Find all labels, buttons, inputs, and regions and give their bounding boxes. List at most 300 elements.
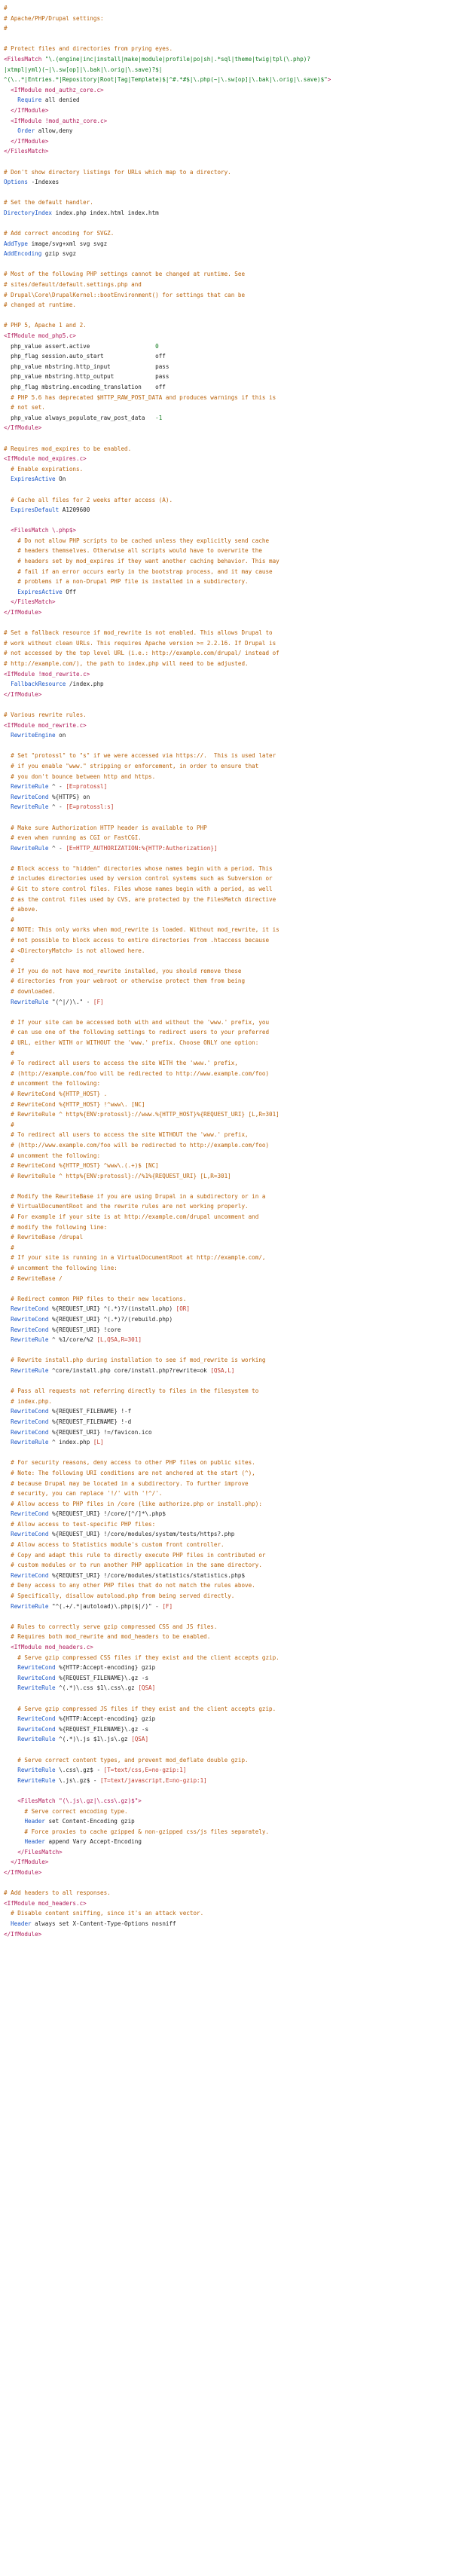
- code-token-text: [4, 127, 17, 134]
- code-line: [4, 1355, 448, 1366]
- code-line: [4, 884, 448, 895]
- code-line: [4, 136, 448, 147]
- code-token-flag: [E=protossl:s]: [66, 803, 115, 811]
- code-line: [4, 1888, 448, 1898]
- code-token-comment: # If you do not have mod_rewrite installed, you should remove these: [4, 967, 242, 974]
- code-line: [4, 1673, 448, 1684]
- code-token-text: [4, 1305, 11, 1312]
- code-token-section-tag: <IfModule mod_expires.c>: [4, 455, 87, 463]
- code-token-text: gzip svgz: [41, 250, 77, 258]
- code-line: [4, 1161, 448, 1171]
- code-token-comment: # RewriteCond %{HTTP_HOST} !^www\. [NC]: [4, 1100, 145, 1108]
- code-token-comment: # headers themselves. Otherwise all scripts would have to overwrite the: [4, 547, 262, 555]
- code-line: [4, 1683, 448, 1693]
- code-line: [4, 1069, 448, 1079]
- code-token-comment: # VirtualDocumentRoot and the rewrite rules are not working properly.: [4, 1203, 249, 1210]
- code-token-comment: # Various rewrite rules.: [4, 711, 87, 718]
- code-token-text: [4, 1664, 17, 1671]
- code-token-directive: ExpiresActive: [17, 588, 63, 595]
- code-line: [4, 1007, 448, 1017]
- code-token-text: [4, 1736, 17, 1742]
- code-line: [4, 741, 448, 751]
- code-token-comment: # URL, either WITH or WITHOUT the 'www.' prefix. Choose ONLY one option:: [4, 1039, 259, 1046]
- code-token-directive: RewriteCond: [11, 1531, 49, 1538]
- code-token-comment: # Force proxies to cache gzipped & non-gzipped css/js files separately.: [4, 1828, 270, 1835]
- code-token-comment: # Most of the following PHP settings cannot be changed at runtime. See: [4, 271, 246, 278]
- code-line: [4, 1181, 448, 1192]
- code-line: [4, 54, 448, 65]
- code-line: [4, 1704, 448, 1715]
- code-line: [4, 116, 448, 127]
- code-line: [4, 567, 448, 577]
- code-token-directive: RewriteRule: [11, 803, 49, 811]
- code-line: [4, 730, 448, 741]
- code-token-section-tag: >: [327, 76, 331, 84]
- code-token-text: [4, 1838, 24, 1845]
- code-line: [4, 1663, 448, 1673]
- code-token-comment: # custom modules or to run another PHP application in the same directory.: [4, 1562, 262, 1569]
- code-token-comment: # modify the following line:: [4, 1223, 108, 1231]
- code-token-comment: # Set the default handler.: [4, 199, 93, 207]
- code-token-directive: RewriteRule: [11, 1439, 49, 1446]
- code-line: [4, 1376, 448, 1387]
- code-token-section-tag: </IfModule>: [4, 1869, 42, 1877]
- code-line: [4, 249, 448, 259]
- code-line: [4, 873, 448, 884]
- code-token-text: [4, 1367, 11, 1374]
- code-token-comment: # changed at runtime.: [4, 301, 77, 309]
- code-line: [4, 1253, 448, 1263]
- code-token-comment: # To redirect all users to access the site WITH the 'www.' prefix,: [4, 1060, 238, 1067]
- code-line: [4, 259, 448, 270]
- code-line: [4, 311, 448, 321]
- code-token-comment: # Requires mod_expires to be enabled.: [4, 445, 132, 452]
- code-token-text: [4, 1326, 11, 1333]
- code-line: [4, 106, 448, 116]
- code-token-text: [4, 1920, 11, 1927]
- code-line: [4, 1632, 448, 1642]
- code-token-text: [4, 96, 17, 103]
- code-line: [4, 1274, 448, 1284]
- code-token-string: ^(\..*|Entries.*|Repository|Root|Tag|Template)$|^#.*#$|\.php(~|\.sw[op]|\.bak|\.orig|\.save)$": [4, 76, 328, 84]
- code-token-comment: # security, you can replace '!/' with '!^/'.: [4, 1490, 163, 1498]
- code-token-text: append Vary Accept-Encoding: [44, 1838, 142, 1846]
- code-token-directive: RewriteCond: [17, 1715, 56, 1723]
- code-token-section-tag: <IfModule mod_rewrite.c>: [4, 721, 87, 729]
- code-line: [4, 1048, 448, 1059]
- code-token-text: [4, 87, 11, 93]
- code-line: [4, 280, 448, 290]
- code-token-text: ^ %1/core/%2: [48, 1336, 97, 1344]
- code-token-comment: # Allow access to Statistics module's custom front controller.: [4, 1541, 224, 1549]
- code-line: [4, 1151, 448, 1161]
- code-line: [4, 402, 448, 413]
- code-token-text: php_value assert.active: [4, 342, 156, 350]
- code-line: [4, 772, 448, 782]
- code-token-text: php_flag mbstring.encoding_translation off: [4, 383, 166, 390]
- code-line: [4, 1417, 448, 1427]
- code-line: [4, 1130, 448, 1140]
- code-token-comment: # RewriteBase /: [4, 1274, 63, 1282]
- code-line: [4, 1540, 448, 1550]
- code-token-comment: # Requires both mod_rewrite and mod_headers to be enabled.: [4, 1633, 211, 1641]
- code-line: [4, 946, 448, 956]
- code-token-directive: FallbackResource: [11, 681, 66, 688]
- code-token-directive: RewriteCond: [17, 1664, 56, 1672]
- code-token-flag: [QSA,L]: [210, 1366, 235, 1374]
- code-line: [4, 1427, 448, 1438]
- code-token-text: On: [55, 476, 66, 483]
- code-line: [4, 146, 448, 157]
- code-line: [4, 1335, 448, 1345]
- code-token-section-tag: <IfModule mod_authz_core.c>: [11, 86, 104, 93]
- code-line: [4, 1171, 448, 1182]
- code-line: [4, 239, 448, 249]
- code-line: [4, 505, 448, 516]
- code-token-directive: RewriteCond: [11, 1510, 49, 1518]
- code-line: [4, 1591, 448, 1602]
- code-token-text: [4, 476, 11, 482]
- code-line: [4, 966, 448, 977]
- code-token-section-tag: </IfModule>: [4, 424, 42, 432]
- code-token-comment: # Redirect common PHP files to their new locations.: [4, 1295, 187, 1302]
- code-token-text: %{HTTP:Accept-encoding} gzip: [55, 1715, 156, 1723]
- code-token-comment: # RewriteCond %{HTTP_HOST} .: [4, 1090, 108, 1097]
- code-token-section-tag: <IfModule mod_headers.c>: [4, 1899, 87, 1907]
- code-line: [4, 659, 448, 669]
- code-token-comment: #: [4, 5, 8, 11]
- code-line: [4, 75, 448, 85]
- code-token-text: [4, 598, 11, 605]
- code-token-comment: # RewriteRule ^ http%{ENV:protossl}://www.%{HTTP_HOST}%{REQUEST_URI} [L,R=301]: [4, 1111, 279, 1118]
- code-line: [4, 44, 448, 54]
- code-token-section-tag: </IfModule>: [11, 1859, 49, 1866]
- code-token-comment: # Add headers to all responses.: [4, 1889, 111, 1897]
- code-line: [4, 1560, 448, 1571]
- code-line: [4, 690, 448, 700]
- code-line: [4, 300, 448, 311]
- code-token-text: [4, 1531, 11, 1537]
- code-token-comment: # not accessed by the top level URL (i.e.: http://example.com/drupal/ instead of: [4, 650, 279, 657]
- code-line: [4, 1714, 448, 1724]
- code-token-section-tag: </FilesMatch>: [11, 598, 56, 606]
- code-token-text: ^ -: [48, 844, 66, 852]
- code-token-text: [4, 138, 11, 145]
- code-token-text: ^ index.php: [48, 1439, 93, 1446]
- code-line: [4, 1397, 448, 1407]
- code-token-text: [4, 681, 11, 687]
- code-token-text: %{REQUEST_URI} !/core/modules/system/tests/https?.php: [48, 1531, 235, 1538]
- code-token-text: on: [55, 732, 66, 739]
- code-token-directive: ExpiresActive: [11, 476, 56, 483]
- code-token-section-tag: <FilesMatch \.php$>: [11, 527, 77, 534]
- code-token-comment: #: [4, 1244, 14, 1251]
- code-token-text: [4, 1684, 17, 1691]
- code-line: [4, 188, 448, 198]
- code-line: [4, 167, 448, 178]
- code-line: [4, 976, 448, 987]
- code-line: [4, 915, 448, 925]
- code-token-section-tag: <FilesMatch: [4, 55, 42, 63]
- code-line: [4, 218, 448, 228]
- code-token-comment: # sites/default/default.settings.php and: [4, 281, 142, 289]
- code-token-comment: # Allow access to test-specific PHP files:: [4, 1520, 156, 1528]
- code-line: [4, 587, 448, 598]
- code-token-text: php_value mbstring.http_output pass: [4, 373, 170, 381]
- code-token-text: [4, 118, 11, 124]
- code-token-comment: # RewriteRule ^ http%{ENV:protossl}://%1%{REQUEST_URI} [L,R=301]: [4, 1172, 231, 1179]
- code-token-text: %{REQUEST_URI} !/core/modules/statistics/statistics.php$: [48, 1571, 246, 1579]
- code-token-comment: # Serve correct encoding type.: [4, 1807, 128, 1815]
- code-line: [4, 65, 448, 75]
- code-line: [4, 1529, 448, 1540]
- code-token-comment: # NOTE: This only works when mod_rewrite is loaded. Without mod_rewrite, it is: [4, 926, 279, 934]
- code-line: [4, 1868, 448, 1878]
- code-token-section-tag: <IfModule mod_headers.c>: [11, 1644, 93, 1651]
- code-token-comment: # Do not allow PHP scripts to be cached unless they explicitly send cache: [4, 537, 270, 544]
- code-token-directive: RewriteRule: [11, 1602, 49, 1610]
- code-line: [4, 546, 448, 556]
- code-line: [4, 413, 448, 424]
- code-token-comment: # For security reasons, deny access to other PHP files on public sites.: [4, 1459, 255, 1467]
- code-line: [4, 1898, 448, 1909]
- code-token-comment: # uncomment the following:: [4, 1152, 101, 1159]
- code-line: [4, 1776, 448, 1786]
- code-token-comment: # Rules to correctly serve gzip compressed CSS and JS files.: [4, 1623, 218, 1630]
- code-line: [4, 1837, 448, 1847]
- code-token-text: [4, 732, 11, 739]
- code-token-text: [4, 783, 11, 790]
- code-token-comment: # above.: [4, 906, 38, 913]
- code-token-text: [4, 1644, 11, 1651]
- code-token-flag: [E=HTTP_AUTHORIZATION:%{HTTP:Authorization}]: [66, 844, 218, 852]
- code-line: [4, 393, 448, 403]
- code-token-comment: # Drupal\Core\DrupalKernel::bootEnvironment() for settings that can be: [4, 291, 246, 298]
- code-line: [4, 1509, 448, 1519]
- code-line: [4, 761, 448, 772]
- code-line: [4, 1406, 448, 1417]
- code-line: [4, 1232, 448, 1243]
- code-token-text: [4, 845, 11, 852]
- code-token-text: [4, 1675, 17, 1681]
- code-token-comment: #: [4, 1121, 14, 1128]
- code-token-comment: # downloaded.: [4, 988, 56, 995]
- code-token-directive: RewriteRule: [11, 998, 49, 1005]
- code-line: [4, 1192, 448, 1202]
- code-token-comment: # if you enable "www." stripping or enforcement, in order to ensure that: [4, 762, 259, 769]
- code-token-flag: [L]: [93, 1439, 104, 1446]
- code-token-directive: RewriteRule: [11, 1336, 49, 1344]
- code-token-text: [4, 589, 17, 595]
- code-token-flag: [T=text/css,E=no-gzip:1]: [103, 1767, 187, 1774]
- code-line: [4, 1325, 448, 1335]
- code-token-directive: RewriteRule: [11, 844, 49, 852]
- code-token-text: ^ -: [48, 803, 66, 811]
- code-token-comment: # If your site can be accessed both with and without the 'www.' prefix, you: [4, 1018, 270, 1026]
- code-token-flag: [E=protossl]: [66, 783, 108, 791]
- code-token-comment: # Deny access to any other PHP files that do not match the rules above.: [4, 1582, 255, 1589]
- code-token-directive: RewriteCond: [11, 1305, 49, 1313]
- code-token-directive: RewriteCond: [11, 1418, 49, 1425]
- code-token-comment: # Protect files and directories from prying eyes.: [4, 45, 173, 53]
- code-token-string: "\.(engine|inc|install|make|module|profile|po|sh|.*sql|theme|twig|tpl(\.php)?: [44, 55, 310, 63]
- code-line: [4, 1386, 448, 1397]
- code-line: [4, 1458, 448, 1468]
- code-line: [4, 485, 448, 495]
- code-token-comment: # PHP 5, Apache 1 and 2.: [4, 322, 87, 329]
- code-line: [4, 1078, 448, 1089]
- code-line: [4, 904, 448, 915]
- code-token-text: all denied: [41, 96, 80, 104]
- code-line: [4, 1212, 448, 1222]
- code-token-text: [4, 1336, 11, 1343]
- code-line: [4, 372, 448, 382]
- code-token-comment: # work without clean URLs. This requires Apache version >= 2.2.16. If Drupal is: [4, 639, 276, 647]
- code-token-section-tag: <IfModule mod_php5.c>: [4, 332, 77, 339]
- code-line: [4, 679, 448, 690]
- code-token-string: 0: [155, 342, 159, 350]
- code-line: [4, 638, 448, 649]
- code-line: [4, 1366, 448, 1376]
- code-line: [4, 1519, 448, 1530]
- code-token-comment: # Rewrite install.php during installation to see if mod_rewrite is working: [4, 1357, 266, 1364]
- code-line: [4, 14, 448, 24]
- code-line: [4, 956, 448, 966]
- code-token-comment: # Git to store control files. Files whose names begin with a period, as well: [4, 886, 273, 893]
- code-line: [4, 1734, 448, 1745]
- code-token-comment: # Apache/PHP/Drupal settings:: [4, 14, 104, 22]
- code-token-text: %{REQUEST_URI} !=/favicon.ico: [48, 1428, 152, 1436]
- code-token-directive: RewriteCond: [11, 1428, 49, 1436]
- code-token-comment: #: [4, 957, 14, 965]
- code-token-comment: # not set.: [4, 404, 45, 411]
- code-token-string: -1: [155, 414, 163, 421]
- code-token-flag: [F]: [93, 998, 104, 1005]
- code-token-directive: RewriteRule: [17, 1776, 56, 1784]
- code-line: [4, 157, 448, 167]
- code-token-string: |xtmpl|yml)(~|\.sw[op]|\.bak|\.orig|\.save)?$|: [4, 66, 163, 73]
- code-line: [4, 126, 448, 136]
- code-token-comment: # uncomment the following line:: [4, 1265, 118, 1272]
- code-token-text: %{REQUEST_FILENAME} !-f: [48, 1408, 132, 1415]
- code-token-text: image/svg+xml svg svgz: [28, 240, 108, 247]
- code-token-text: php_flag session.auto_start off: [4, 353, 166, 360]
- code-token-comment: # as the control files used by CVS, are protected by the FilesMatch directive: [4, 895, 276, 903]
- code-line: [4, 1100, 448, 1110]
- code-line: [4, 1479, 448, 1489]
- code-token-directive: Header: [24, 1838, 45, 1846]
- code-token-comment: # not possible to block access to entire directories from .htaccess because: [4, 937, 270, 944]
- code-line: [4, 1929, 448, 1940]
- code-token-text: %{REQUEST_FILENAME}\.gz -s: [55, 1725, 149, 1733]
- code-line: [4, 997, 448, 1008]
- code-token-comment: # headers set by mod_expires if they want another caching behavior. This may: [4, 558, 279, 565]
- code-line: [4, 833, 448, 843]
- code-token-comment: # Serve gzip compressed CSS files if they exist and the client accepts gzip.: [4, 1654, 279, 1661]
- code-token-comment: # (http://example.com/foo will be redirected to http://www.example.com/foo): [4, 1069, 270, 1077]
- code-token-comment: # can use one of the following settings to redirect users to your preferred: [4, 1029, 270, 1036]
- code-token-directive: RewriteRule: [17, 1736, 56, 1743]
- code-line: [4, 1499, 448, 1510]
- code-line: [4, 699, 448, 710]
- code-token-comment: # Note: The following URI conditions are not anchored at the start (^),: [4, 1469, 255, 1476]
- code-token-comment: # Set "protossl" to "s" if we were accessed via https://. This is used later: [4, 752, 276, 760]
- code-line: [4, 1109, 448, 1120]
- code-token-text: [4, 506, 11, 513]
- code-token-text: [4, 527, 11, 534]
- code-line: [4, 341, 448, 352]
- code-token-comment: # index.php.: [4, 1397, 53, 1405]
- code-line: [4, 1571, 448, 1581]
- code-line: [4, 1038, 448, 1048]
- code-token-comment: # uncomment the following:: [4, 1080, 101, 1088]
- code-token-text: allow,deny: [35, 127, 73, 135]
- code-line: [4, 1785, 448, 1796]
- code-line: [4, 648, 448, 659]
- code-line: [4, 782, 448, 792]
- code-token-comment: # RewriteBase /drupal: [4, 1234, 84, 1241]
- code-line: [4, 269, 448, 280]
- code-token-text: %{REQUEST_URI} !core: [48, 1326, 121, 1333]
- code-token-comment: # For example if your site is at http://example.com/drupal uncomment and: [4, 1213, 259, 1221]
- code-line: [4, 197, 448, 208]
- code-token-directive: Header: [24, 1818, 45, 1825]
- code-token-comment: #: [4, 25, 8, 32]
- code-token-directive: AddEncoding: [4, 250, 42, 258]
- code-token-text: %{REQUEST_FILENAME}\.gz -s: [55, 1674, 149, 1681]
- code-line: [4, 895, 448, 905]
- code-token-comment: # <DirectoryMatch> is not allowed here.: [4, 947, 145, 954]
- code-token-comment: # problems if a non-Drupal PHP file is installed in a subdirectory.: [4, 578, 249, 586]
- code-token-comment: # because Drupal may be located in a subdirectory. To further improve: [4, 1479, 249, 1487]
- code-token-text: always set X-Content-Type-Options nosniff: [31, 1920, 176, 1928]
- code-line: [4, 1314, 448, 1325]
- code-token-directive: RewriteRule: [17, 1767, 56, 1774]
- code-line: [4, 228, 448, 239]
- code-token-section-tag: </IfModule>: [11, 137, 49, 145]
- code-token-text: [4, 1715, 17, 1722]
- code-line: [4, 525, 448, 536]
- code-line: [4, 423, 448, 433]
- code-token-directive: RewriteCond: [17, 1725, 56, 1733]
- code-token-text: %{REQUEST_URI} ^(.*)?/(install.php): [48, 1305, 176, 1313]
- code-token-text: -Indexes: [28, 179, 60, 186]
- code-token-comment: # Set a fallback resource if mod_rewrite is not enabled. This allows Drupal to: [4, 629, 273, 637]
- code-token-comment: # directories from your webroot or otherwise protect them from being: [4, 977, 246, 985]
- code-line: [4, 1857, 448, 1868]
- code-line: [4, 1807, 448, 1817]
- code-line: [4, 751, 448, 761]
- code-line: [4, 474, 448, 485]
- code-token-comment: # Pass all requests not referring directly to files in the filesystem to: [4, 1387, 259, 1395]
- code-token-flag: [T=text/javascript,E=no-gzip:1]: [100, 1776, 207, 1784]
- code-line: [4, 792, 448, 803]
- code-token-comment: # Block access to "hidden" directories whose names begin with a period. This: [4, 864, 273, 872]
- code-line: [4, 1140, 448, 1151]
- code-token-text: index.php index.html index.htm: [52, 209, 159, 216]
- code-token-text: "^(.+/.*|autoload)\.php($|/)" -: [48, 1602, 163, 1610]
- code-token-text: [4, 1818, 24, 1825]
- code-line: [4, 1622, 448, 1632]
- code-token-directive: RewriteCond: [11, 1571, 49, 1579]
- code-token-text: %{REQUEST_FILENAME} !-d: [48, 1418, 132, 1425]
- code-token-flag: [QSA]: [138, 1684, 156, 1692]
- code-token-section-tag: <IfModule !mod_rewrite.c>: [4, 670, 90, 678]
- code-token-comment: # If your site is running in a VirtualDocumentRoot at http://example.com/,: [4, 1254, 266, 1262]
- code-token-directive: RewriteCond: [17, 1674, 56, 1681]
- code-token-section-tag: </FilesMatch>: [4, 148, 49, 155]
- code-line: [4, 1243, 448, 1253]
